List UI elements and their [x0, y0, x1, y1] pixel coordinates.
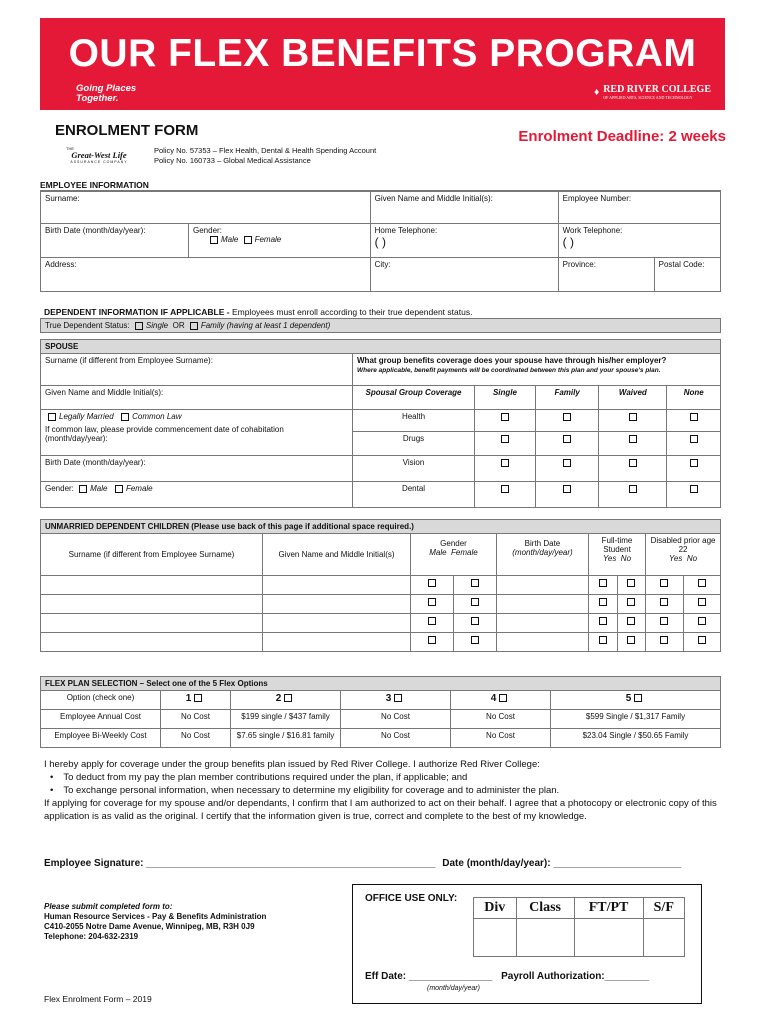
drugs-none-checkbox[interactable] [690, 435, 698, 443]
spouse-coordination-note: Where applicable, benefit payments will be coordinated between this plan and your spouse's plan. [357, 367, 661, 374]
child-male-checkbox-cell [411, 576, 454, 595]
dependent-heading-row [40, 306, 721, 318]
child-male-checkbox-cell [411, 633, 454, 652]
auth-bullet-2: • To exchange personal information, when necessary to determine my eligibility for coverage and to administer the plan. [62, 784, 724, 797]
annual-cost-2: $199 single / $437 family [231, 710, 341, 729]
female-label: Female [254, 235, 282, 244]
drugs-waived-checkbox[interactable] [629, 435, 637, 443]
insurer-the: THE [66, 146, 74, 151]
option-5-number: 5 [625, 693, 632, 704]
health-single-checkbox[interactable] [501, 413, 509, 421]
marital-status-field [41, 410, 353, 456]
table-row [41, 633, 721, 652]
policy-numbers [154, 146, 376, 166]
student-no-checkbox[interactable] [627, 636, 635, 644]
office-use-box [352, 884, 702, 1004]
child-female-checkbox-cell [453, 576, 496, 595]
spouse-section [40, 339, 721, 508]
eff-date-row [365, 971, 649, 982]
disabled-yes-checkbox[interactable] [660, 636, 668, 644]
female-checkbox[interactable] [244, 236, 252, 244]
gender-label: Gender: [193, 226, 222, 235]
vision-waived-checkbox[interactable] [629, 459, 637, 467]
signature-date-field[interactable]: Date (month/day/year): _______________________ [442, 858, 682, 869]
biweekly-cost-5: $23.04 Single / $50.65 Family [551, 729, 721, 748]
home-phone-label: Home Telephone: [374, 226, 438, 235]
coverage-col-header: Spousal Group Coverage [353, 386, 475, 410]
male-label: Male [221, 235, 239, 244]
spouse-given-field[interactable] [41, 386, 353, 410]
spouse-question [353, 354, 721, 386]
annual-cost-5: $599 Single / $1,317 Family [551, 710, 721, 729]
child-gender-header [411, 534, 497, 576]
work-phone-field[interactable] [558, 224, 720, 258]
child-given-cell[interactable] [263, 576, 411, 595]
college-subtitle: OF APPLIED ARTS, SCIENCE AND TECHNOLOGY [603, 95, 693, 100]
table-row [41, 595, 721, 614]
surname-label: Surname: [45, 194, 80, 203]
common-law-note: If common law, please provide commencement date of cohabitation [45, 425, 284, 434]
postal-code-label: Postal Code: [658, 260, 705, 269]
child-male-checkbox[interactable] [428, 617, 436, 625]
single-label: Single [145, 321, 169, 330]
student-yes-checkbox-cell [588, 595, 617, 614]
child-birth-cell[interactable] [496, 576, 588, 595]
child-male-checkbox-cell [411, 614, 454, 633]
health-none-checkbox[interactable] [690, 413, 698, 421]
disabled-yes-col: Yes [669, 554, 683, 563]
crest-icon: ♦ [594, 86, 600, 98]
employee-number-label: Employee Number: [562, 194, 632, 203]
child-male-checkbox[interactable] [428, 636, 436, 644]
student-yes-checkbox-cell [588, 614, 617, 633]
annual-cost-1: No Cost [161, 710, 231, 729]
annual-cost-label: Employee Annual Cost [41, 710, 161, 729]
child-female-checkbox-cell [453, 614, 496, 633]
disabled-no-checkbox-cell [683, 614, 721, 633]
child-given-cell[interactable] [263, 633, 411, 652]
vision-single-checkbox[interactable] [501, 459, 509, 467]
vision-family-checkbox[interactable] [563, 459, 571, 467]
children-heading: UNMARRIED DEPENDENT CHILDREN (Please use back of this page if additional space required.) [41, 520, 721, 534]
student-no-checkbox-cell [617, 595, 646, 614]
student-no-checkbox-cell [617, 633, 646, 652]
child-birth-header [496, 534, 588, 576]
disabled-no-checkbox[interactable] [698, 598, 706, 606]
spouse-birth-field[interactable] [41, 456, 353, 482]
student-yes-checkbox-cell [588, 576, 617, 595]
child-female-checkbox-cell [453, 633, 496, 652]
disabled-no-checkbox[interactable] [698, 617, 706, 625]
option-4-number: 4 [490, 693, 497, 704]
annual-cost-3: No Cost [341, 710, 451, 729]
birth-date-field[interactable] [41, 224, 189, 258]
flex-heading: FLEX PLAN SELECTION – Select one of the 5 Flex Options [41, 677, 721, 691]
work-area-code: ( ) [562, 235, 574, 249]
flex-section [40, 676, 721, 748]
disabled-yes-checkbox[interactable] [660, 598, 668, 606]
health-row-label: Health [353, 410, 475, 432]
child-given-cell[interactable] [263, 614, 411, 633]
employee-section [40, 180, 721, 292]
biweekly-cost-4: No Cost [451, 729, 551, 748]
dental-none-checkbox[interactable] [690, 485, 698, 493]
office-use-title: OFFICE USE ONLY: [365, 893, 458, 904]
sf-header: S/F [643, 898, 684, 919]
dental-waived-checkbox[interactable] [629, 485, 637, 493]
work-phone-label: Work Telephone: [562, 226, 623, 235]
spouse-female-checkbox[interactable] [115, 485, 123, 493]
child-male-checkbox[interactable] [428, 579, 436, 587]
single-checkbox[interactable] [135, 322, 143, 330]
given-name-label: Given Name and Middle Initial(s): [374, 194, 493, 203]
employee-heading: EMPLOYEE INFORMATION [40, 180, 721, 191]
option-2-checkbox[interactable] [284, 694, 292, 702]
class-header: Class [516, 898, 574, 919]
student-title: Full-time Student [601, 536, 633, 554]
div-cell[interactable] [474, 919, 517, 957]
child-female-checkbox[interactable] [471, 598, 479, 606]
auth-bullet-1: • To deduct from my pay the plan member contributions required under the plan, if applicable; and [62, 771, 724, 784]
biweekly-cost-3: No Cost [341, 729, 451, 748]
disabled-yes-checkbox-cell [646, 576, 683, 595]
disabled-no-checkbox-cell [683, 595, 721, 614]
option-5-checkbox[interactable] [634, 694, 642, 702]
child-birth-format: (month/day/year) [512, 548, 573, 557]
dependent-note: Employees must enroll according to their true dependent status. [231, 307, 473, 317]
child-male-checkbox-cell [411, 595, 454, 614]
header-banner [40, 18, 725, 110]
policy-line-2: Policy No. 160733 – Global Medical Assistance [154, 156, 311, 165]
tagline-line2: Together. [76, 93, 119, 104]
child-female-checkbox[interactable] [471, 636, 479, 644]
common-law-checkbox[interactable] [121, 413, 129, 421]
none-col-header: None [667, 386, 721, 410]
male-checkbox[interactable] [210, 236, 218, 244]
option-2-number: 2 [275, 693, 282, 704]
child-male-col: Male [429, 548, 447, 557]
common-law-label: Common Law [132, 412, 182, 421]
college-logo [594, 84, 711, 100]
insurer-name: Great-West Life [71, 150, 127, 160]
signature-line [44, 858, 724, 869]
student-yes-checkbox-cell [588, 633, 617, 652]
payroll-auth-field[interactable]: Payroll Authorization:________ [501, 971, 650, 982]
health-waived-checkbox[interactable] [629, 413, 637, 421]
child-given-header: Given Name and Middle Initial(s) [263, 534, 411, 576]
submit-title: Please submit completed form to: [44, 902, 173, 911]
student-yes-checkbox[interactable] [599, 636, 607, 644]
home-area-code: ( ) [374, 235, 386, 249]
disabled-no-checkbox-cell [683, 633, 721, 652]
dependent-heading: DEPENDENT INFORMATION IF APPLICABLE - [44, 307, 232, 317]
auth-intro: I hereby apply for coverage under the group benefits plan issued by Red River College. I authorize Red River College: [44, 759, 540, 770]
eff-date-format: (month/day/year) [427, 985, 480, 992]
city-field[interactable] [370, 258, 558, 292]
disabled-yes-checkbox-cell [646, 595, 683, 614]
submit-line-2: C410-2055 Notre Dame Avenue, Winnipeg, MB, R3H 0J9 [44, 922, 255, 931]
child-given-cell[interactable] [263, 595, 411, 614]
postal-code-field[interactable] [654, 258, 720, 292]
or-label: OR [172, 321, 185, 330]
family-col-header: Family [535, 386, 598, 410]
family-label: Family (having at least 1 dependent) [200, 321, 331, 330]
disabled-yes-checkbox[interactable] [660, 617, 668, 625]
married-checkbox[interactable] [48, 413, 56, 421]
child-birth-cell[interactable] [496, 614, 588, 633]
biweekly-cost-label: Employee Bi-Weekly Cost [41, 729, 161, 748]
family-checkbox[interactable] [190, 322, 198, 330]
ftpt-cell[interactable] [574, 919, 643, 957]
disabled-yes-checkbox-cell [646, 614, 683, 633]
student-yes-checkbox[interactable] [599, 579, 607, 587]
child-female-checkbox[interactable] [471, 579, 479, 587]
spouse-male-checkbox[interactable] [79, 485, 87, 493]
banner-tagline [76, 84, 136, 104]
spouse-heading: SPOUSE [41, 340, 721, 354]
true-status-label: True Dependent Status: [45, 321, 130, 330]
spouse-gender-field [41, 482, 353, 508]
biweekly-cost-1: No Cost [161, 729, 231, 748]
child-birth-cell[interactable] [496, 595, 588, 614]
option-1-checkbox[interactable] [194, 694, 202, 702]
child-surname-cell[interactable] [41, 614, 263, 633]
spouse-female-label: Female [125, 484, 153, 493]
waived-col-header: Waived [599, 386, 667, 410]
dental-row-label: Dental [353, 482, 475, 508]
drugs-family-checkbox[interactable] [563, 435, 571, 443]
spouse-gender-label: Gender: [45, 484, 74, 493]
option-3-checkbox[interactable] [394, 694, 402, 702]
form-title: ENROLMENT FORM [55, 122, 199, 139]
spouse-given-label: Given Name and Middle Initial(s): [45, 388, 164, 397]
children-section [40, 519, 721, 652]
eff-date-field[interactable]: Eff Date: _______________ [365, 971, 493, 982]
child-surname-cell[interactable] [41, 595, 263, 614]
province-field[interactable] [558, 258, 654, 292]
vision-row-label: Vision [353, 456, 475, 482]
sf-cell[interactable] [643, 919, 684, 957]
spouse-question-text: What group benefits coverage does your spouse have through his/her employer? [357, 356, 667, 365]
policy-line-1: Policy No. 57353 – Flex Health, Dental & Health Spending Account [154, 146, 377, 155]
province-label: Province: [562, 260, 596, 269]
dental-family-checkbox[interactable] [563, 485, 571, 493]
disabled-no-checkbox-cell [683, 576, 721, 595]
insurer-logo [60, 146, 138, 168]
tagline-line1: Going Places [76, 83, 137, 94]
student-no-col: No [620, 554, 632, 563]
given-name-field[interactable] [370, 192, 558, 224]
college-name: RED RIVER COLLEGE [603, 84, 711, 95]
table-row [41, 614, 721, 633]
student-yes-checkbox[interactable] [599, 598, 607, 606]
footer-text: Flex Enrolment Form – 2019 [44, 994, 152, 1004]
spouse-surname-field[interactable] [41, 354, 353, 386]
child-female-checkbox-cell [453, 595, 496, 614]
drugs-row-label: Drugs [353, 432, 475, 456]
single-col-header: Single [475, 386, 536, 410]
student-no-checkbox[interactable] [627, 579, 635, 587]
table-row [41, 576, 721, 595]
student-no-checkbox-cell [617, 576, 646, 595]
child-surname-cell[interactable] [41, 576, 263, 595]
spouse-male-label: Male [90, 484, 108, 493]
option-3-number: 3 [385, 693, 392, 704]
child-birth-title: Birth Date [524, 539, 561, 548]
student-yes-checkbox[interactable] [599, 617, 607, 625]
dental-single-checkbox[interactable] [501, 485, 509, 493]
common-law-date-format: (month/day/year): [45, 434, 108, 443]
student-header [588, 534, 645, 576]
banner-title: OUR FLEX BENEFITS PROGRAM [68, 32, 697, 75]
spouse-birth-label: Birth Date (month/day/year): [45, 458, 146, 467]
vision-none-checkbox[interactable] [690, 459, 698, 467]
student-no-checkbox-cell [617, 614, 646, 633]
submit-phone: Telephone: 204-632-2319 [44, 932, 139, 941]
biweekly-cost-2: $7.65 single / $16.81 family [231, 729, 341, 748]
employee-signature-field[interactable]: Employee Signature: ____________________________________________________ [44, 858, 436, 869]
student-no-checkbox[interactable] [627, 617, 635, 625]
home-phone-field[interactable] [370, 224, 558, 258]
auth-declaration: If applying for coverage for my spouse and/or dependants, I confirm that I am authorized to act on their behalf. I agree that a photocopy or electronic copy of this application is as valid as the original. I certify that the information given is true, correct and complete to the best of my knowledge. [44, 798, 717, 822]
drugs-single-checkbox[interactable] [501, 435, 509, 443]
disabled-yes-checkbox[interactable] [660, 579, 668, 587]
employee-number-field[interactable] [558, 192, 720, 224]
address-label: Address: [45, 260, 77, 269]
option-4-checkbox[interactable] [499, 694, 507, 702]
student-no-checkbox[interactable] [627, 598, 635, 606]
disabled-no-col: No [686, 554, 698, 563]
spouse-surname-label: Surname (if different from Employee Surname): [45, 356, 213, 365]
child-gender-title: Gender [440, 539, 467, 548]
child-female-col: Female [451, 548, 478, 557]
class-cell[interactable] [516, 919, 574, 957]
div-header: Div [474, 898, 517, 919]
child-surname-cell[interactable] [41, 633, 263, 652]
married-label: Legally Married [59, 412, 114, 421]
child-female-checkbox[interactable] [471, 617, 479, 625]
address-field[interactable] [41, 258, 371, 292]
option-label: Option (check one) [41, 691, 161, 710]
disabled-title: Disabled prior age 22 [650, 536, 716, 554]
child-birth-cell[interactable] [496, 633, 588, 652]
option-1-number: 1 [185, 693, 192, 704]
child-surname-header: Surname (if different from Employee Surname) [41, 534, 263, 576]
disabled-no-checkbox[interactable] [698, 636, 706, 644]
dependent-section [40, 306, 721, 333]
birth-date-label: Birth Date (month/day/year): [45, 226, 146, 235]
surname-field[interactable] [41, 192, 371, 224]
city-label: City: [374, 260, 391, 269]
annual-cost-4: No Cost [451, 710, 551, 729]
health-family-checkbox[interactable] [563, 413, 571, 421]
submit-instructions [44, 902, 324, 942]
authorization-text [44, 758, 724, 823]
disabled-yes-checkbox-cell [646, 633, 683, 652]
disabled-header [646, 534, 721, 576]
enrolment-deadline: Enrolment Deadline: 2 weeks [518, 128, 726, 145]
child-male-checkbox[interactable] [428, 598, 436, 606]
true-dependent-row [41, 319, 721, 333]
student-yes-col: Yes [603, 554, 617, 563]
ftpt-header: FT/PT [574, 898, 643, 919]
insurer-sub: ASSURANCE COMPANY [70, 160, 128, 164]
gender-field [189, 224, 371, 258]
disabled-no-checkbox[interactable] [698, 579, 706, 587]
submit-line-1: Human Resource Services - Pay & Benefits Administration [44, 912, 267, 921]
